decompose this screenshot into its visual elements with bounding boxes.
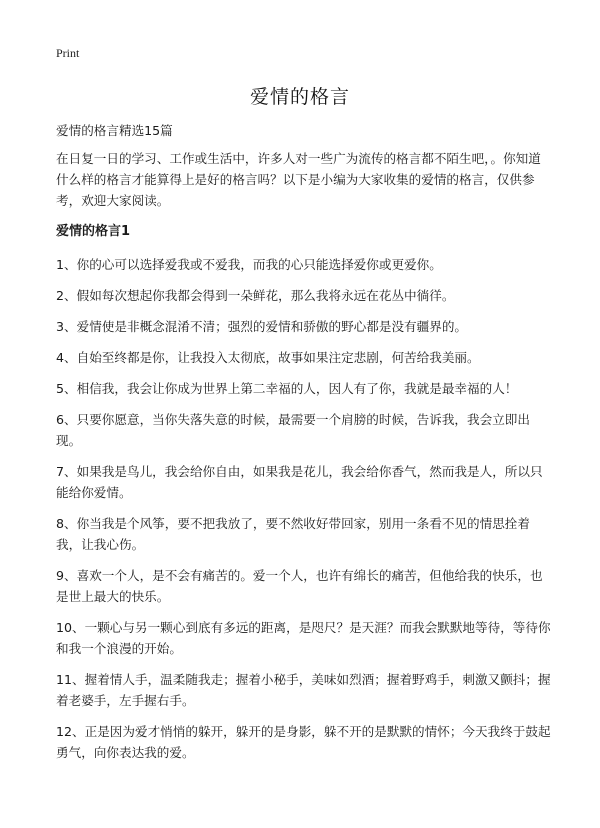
print-label[interactable]: Print <box>56 46 80 60</box>
list-item: 2、假如每次想起你我都会得到一朵鲜花，那么我将永远在花丛中徜徉。 <box>56 288 455 303</box>
list-item: 4、自始至终都是你，让我投入太彻底，故事如果注定悲剧，何苦给我美丽。 <box>56 350 480 365</box>
section-heading: 爱情的格言1 <box>56 224 131 239</box>
list-item: 6、只要你愿意，当你失落失意的时候，最需要一个肩膀的时候，告诉我，我会立即出现。 <box>56 412 530 448</box>
list-item: 3、爱情使是非概念混淆不清；强烈的爱情和骄傲的野心都是没有疆界的。 <box>56 319 468 334</box>
document-subtitle: 爱情的格言精选15篇 <box>56 123 173 138</box>
list-item: 11、握着情人手，温柔随我走；握着小秘手，美味如烈酒；握着野鸡手，刺激又颤抖；握着老婆手，左手握右手。 <box>56 672 551 708</box>
page-title: 爱情的格言 <box>249 86 350 108</box>
list-item: 9、喜欢一个人，是不会有痛苦的。爱一个人，也许有绵长的痛苦，但他给我的快乐，也是世上最大的快乐。 <box>56 568 543 604</box>
list-item: 10、一颗心与另一颗心到底有多远的距离，是咫尺？是天涯？而我会默默地等待，等待你和我一个浪漫的开始。 <box>56 620 551 656</box>
list-item: 7、如果我是鸟儿，我会给你自由，如果我是花儿，我会给你香气，然而我是人，所以只能给你爱情。 <box>56 464 543 500</box>
document-body <box>56 120 551 773</box>
intro-paragraph: 在日复一日的学习、工作或生活中，许多人对一些广为流传的格言都不陌生吧，。你知道什么样的格言才能算得上是好的格言吗？以下是小编为大家收集的爱情的格言，仅供参考，欢迎大家阅读。 <box>56 151 541 208</box>
list-item: 1、你的心可以选择爱我或不爱我，而我的心只能选择爱你或更爱你。 <box>56 257 442 272</box>
list-item: 12、正是因为爱才悄悄的躲开，躲开的是身影，躲不开的是默默的情怀；今天我终于鼓起勇气，向你表达我的爱。 <box>56 724 551 760</box>
list-item: 5、相信我，我会让你成为世界上第二幸福的人，因人有了你，我就是最幸福的人！ <box>56 381 518 396</box>
list-item: 8、你当我是个风筝，要不把我放了，要不然收好带回家，别用一条看不见的情思拴着我，让我心伤。 <box>56 516 530 552</box>
